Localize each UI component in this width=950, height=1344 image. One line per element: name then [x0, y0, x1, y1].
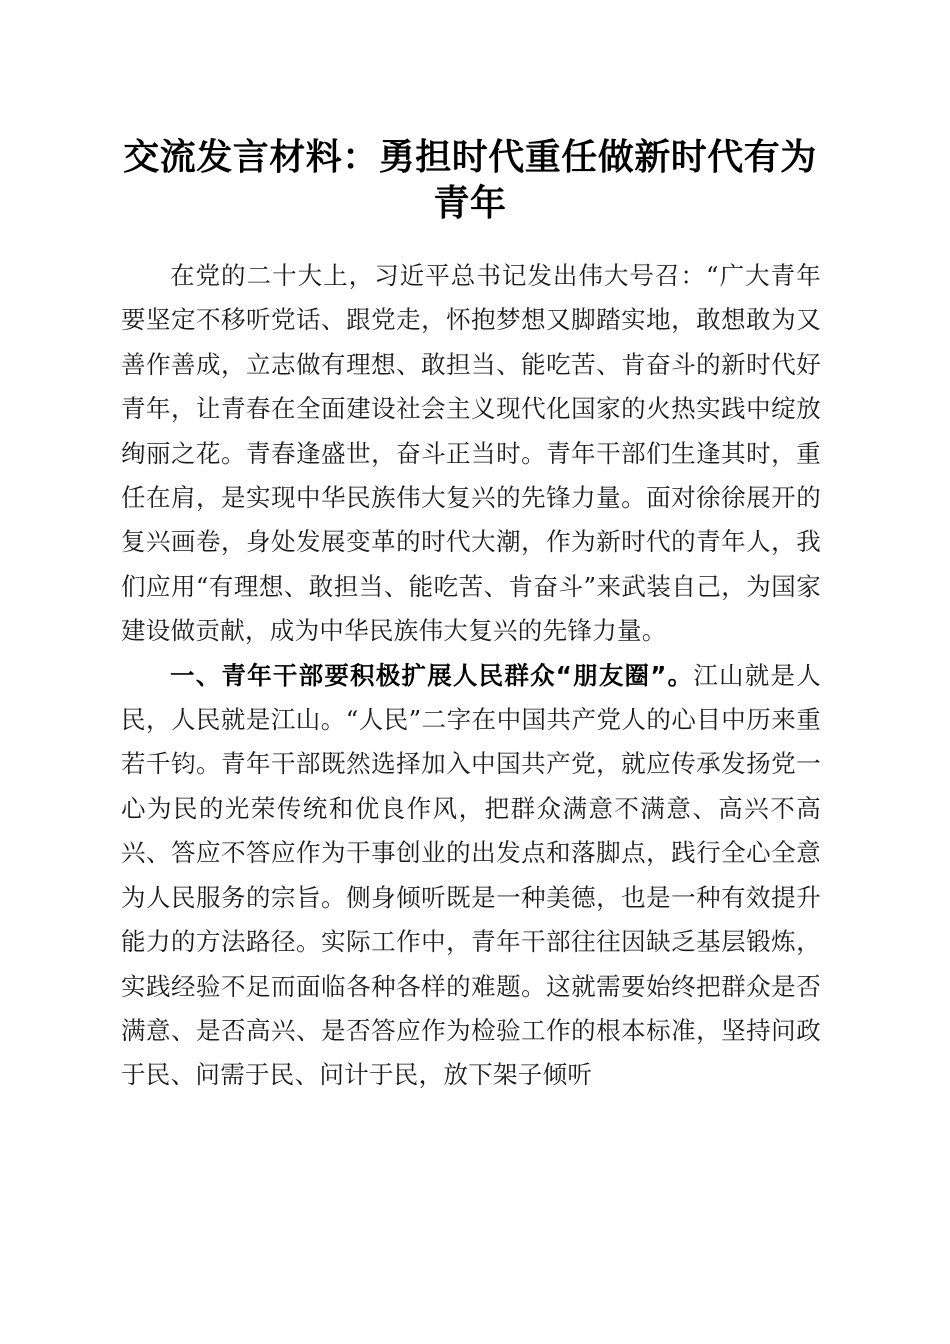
paragraph-text: 在党的二十大上，习近平总书记发出伟大号召：“广大青年要坚定不移听党话、跟党走，怀抱梦想又脚踏实地，敢想敢为又善作善成，立志做有理想、敢担当、能吃苦、肯奋斗的新时代好青年，让青春在全面建设社会主义现代化国家的火热实践中绽放绚丽之花。青春逢盛世，奋斗正当时。青年干部们生逢其时，重任在肩，是实现中华民族伟大复兴的先锋力量。面对徐徐展开的复兴画卷，身处发展变革的时代大潮，作为新时代的青年人，我们应用“有理想、敢担当、能吃苦、肯奋斗”来武装自己，为国家建设做贡献，成为中华民族伟大复兴的先锋力量。	[121, 261, 821, 646]
document-body	[121, 254, 821, 1098]
paragraph-section-1	[121, 654, 821, 1098]
document-title: 交流发言材料：勇担时代重任做新时代有为青年	[123, 136, 817, 224]
section-heading: 一、青年干部要积极扩展人民群众“朋友圈”。	[170, 660, 694, 690]
paragraph-intro	[121, 254, 821, 654]
paragraph-text: 江山就是人民，人民就是江山。“人民”二字在中国共产党人的心目中历来重若千钧。青年干部既然选择加入中国共产党，就应传承发扬党一心为民的光荣传统和优良作风，把群众满意不满意、高兴不高兴、答应不答应作为干事创业的出发点和落脚点，践行全心全意为人民服务的宗旨。侧身倾听既是一种美德，也是一种有效提升能力的方法路径。实际工作中，青年干部往往因缺乏基层锻炼，实践经验不足而面临各种各样的难题。这就需要始终把群众是否满意、是否高兴、是否答应作为检验工作的根本标准，坚持问政于民、问需于民、问计于民，放下架子倾听	[121, 660, 821, 1090]
